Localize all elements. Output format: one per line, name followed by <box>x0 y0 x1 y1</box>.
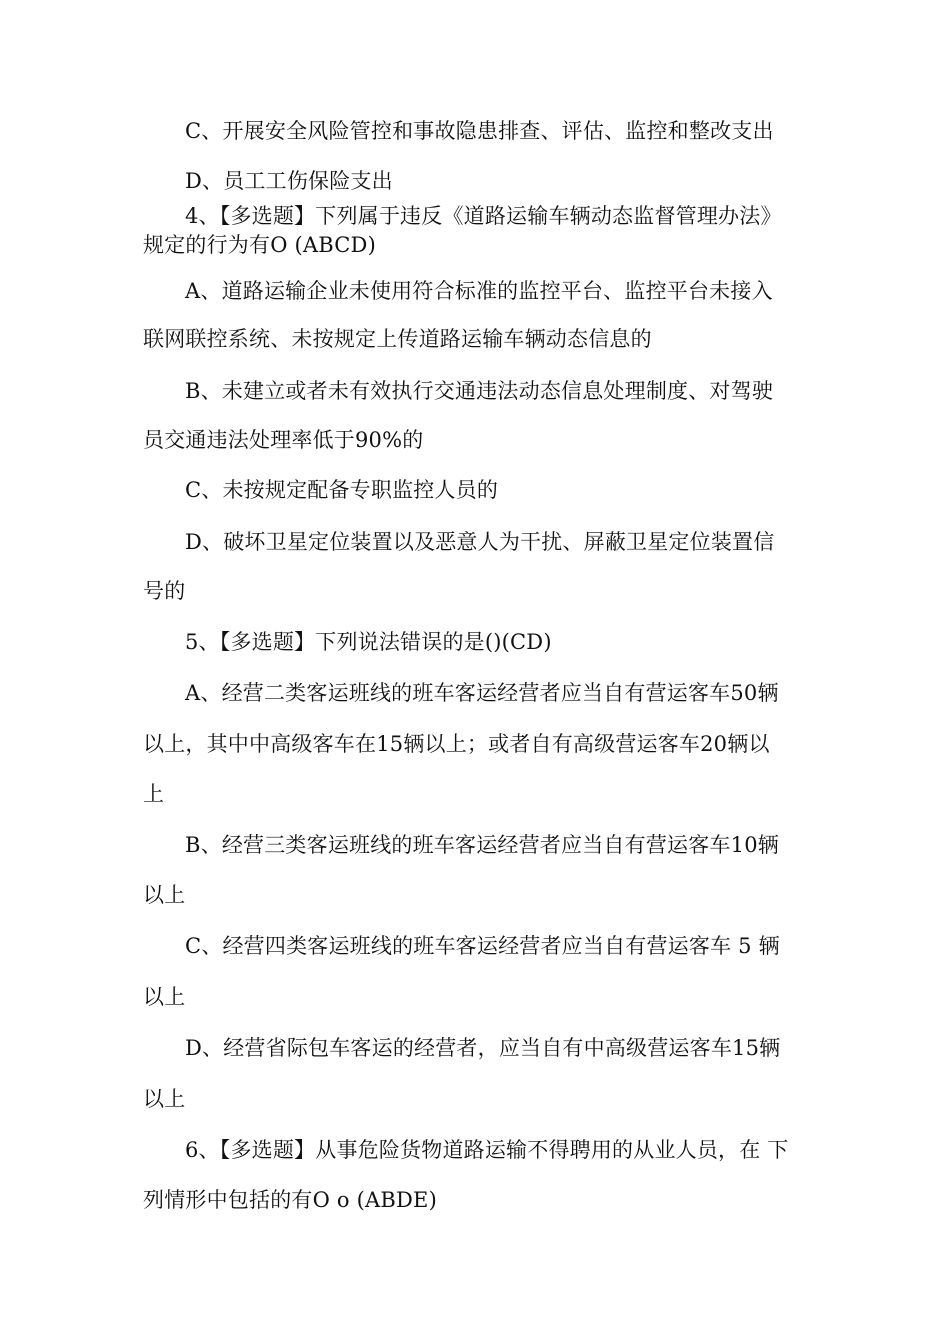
option-5c-line1: C、经营四类客运班线的班车客运经营者应当自有营运客车 5 辆 <box>185 934 780 958</box>
option-5b-line1: B、经营三类客运班线的班车客运经营者应当自有营运客车10辆 <box>185 833 779 857</box>
option-5a-line2: 以上，其中中高级客车在15辆以上；或者自有高级营运客车20辆以 <box>143 732 770 756</box>
option-3c: C、开展安全风险管控和事故隐患排查、评估、监控和整改支出 <box>185 119 774 143</box>
option-5d-line2: 以上 <box>143 1087 186 1111</box>
question-4-line2: 规定的行为有O (ABCD) <box>143 233 376 257</box>
question-4-line1: 4、【多选题】下列属于违反《道路运输车辆动态监督管理办法》 <box>185 204 782 228</box>
option-5c-line2: 以上 <box>143 985 186 1009</box>
option-4a-line1: A、道路运输企业未使用符合标准的监控平台、监控平台未接入 <box>185 279 773 303</box>
option-5a-line3: 上 <box>143 782 165 806</box>
option-4a-line2: 联网联控系统、未按规定上传道路运输车辆动态信息的 <box>143 327 652 351</box>
option-4d-line2: 号的 <box>143 579 186 603</box>
question-5: 5、【多选题】下列说法错误的是()(CD) <box>185 630 552 654</box>
option-4c: C、未按规定配备专职监控人员的 <box>185 478 499 502</box>
question-6-line1: 6、【多选题】从事危险货物道路运输不得聘用的从业人员，在 下 <box>185 1138 789 1162</box>
option-4b-line2: 员交通违法处理率低于90%的 <box>143 428 424 452</box>
question-6-line2: 列情形中包括的有O o (ABDE) <box>143 1188 437 1212</box>
option-5d-line1: D、经营省际包车客运的经营者，应当自有中高级营运客车15辆 <box>185 1036 781 1060</box>
option-5a-line1: A、经营二类客运班线的班车客运经营者应当自有营运客车50辆 <box>185 681 779 705</box>
option-4b-line1: B、未建立或者未有效执行交通违法动态信息处理制度、对驾驶 <box>185 379 774 403</box>
option-3d: D、员工工伤保险支出 <box>185 169 393 193</box>
option-4d-line1: D、破坏卫星定位装置以及恶意人为干扰、屏蔽卫星定位装置信 <box>185 530 775 554</box>
option-5b-line2: 以上 <box>143 883 186 907</box>
